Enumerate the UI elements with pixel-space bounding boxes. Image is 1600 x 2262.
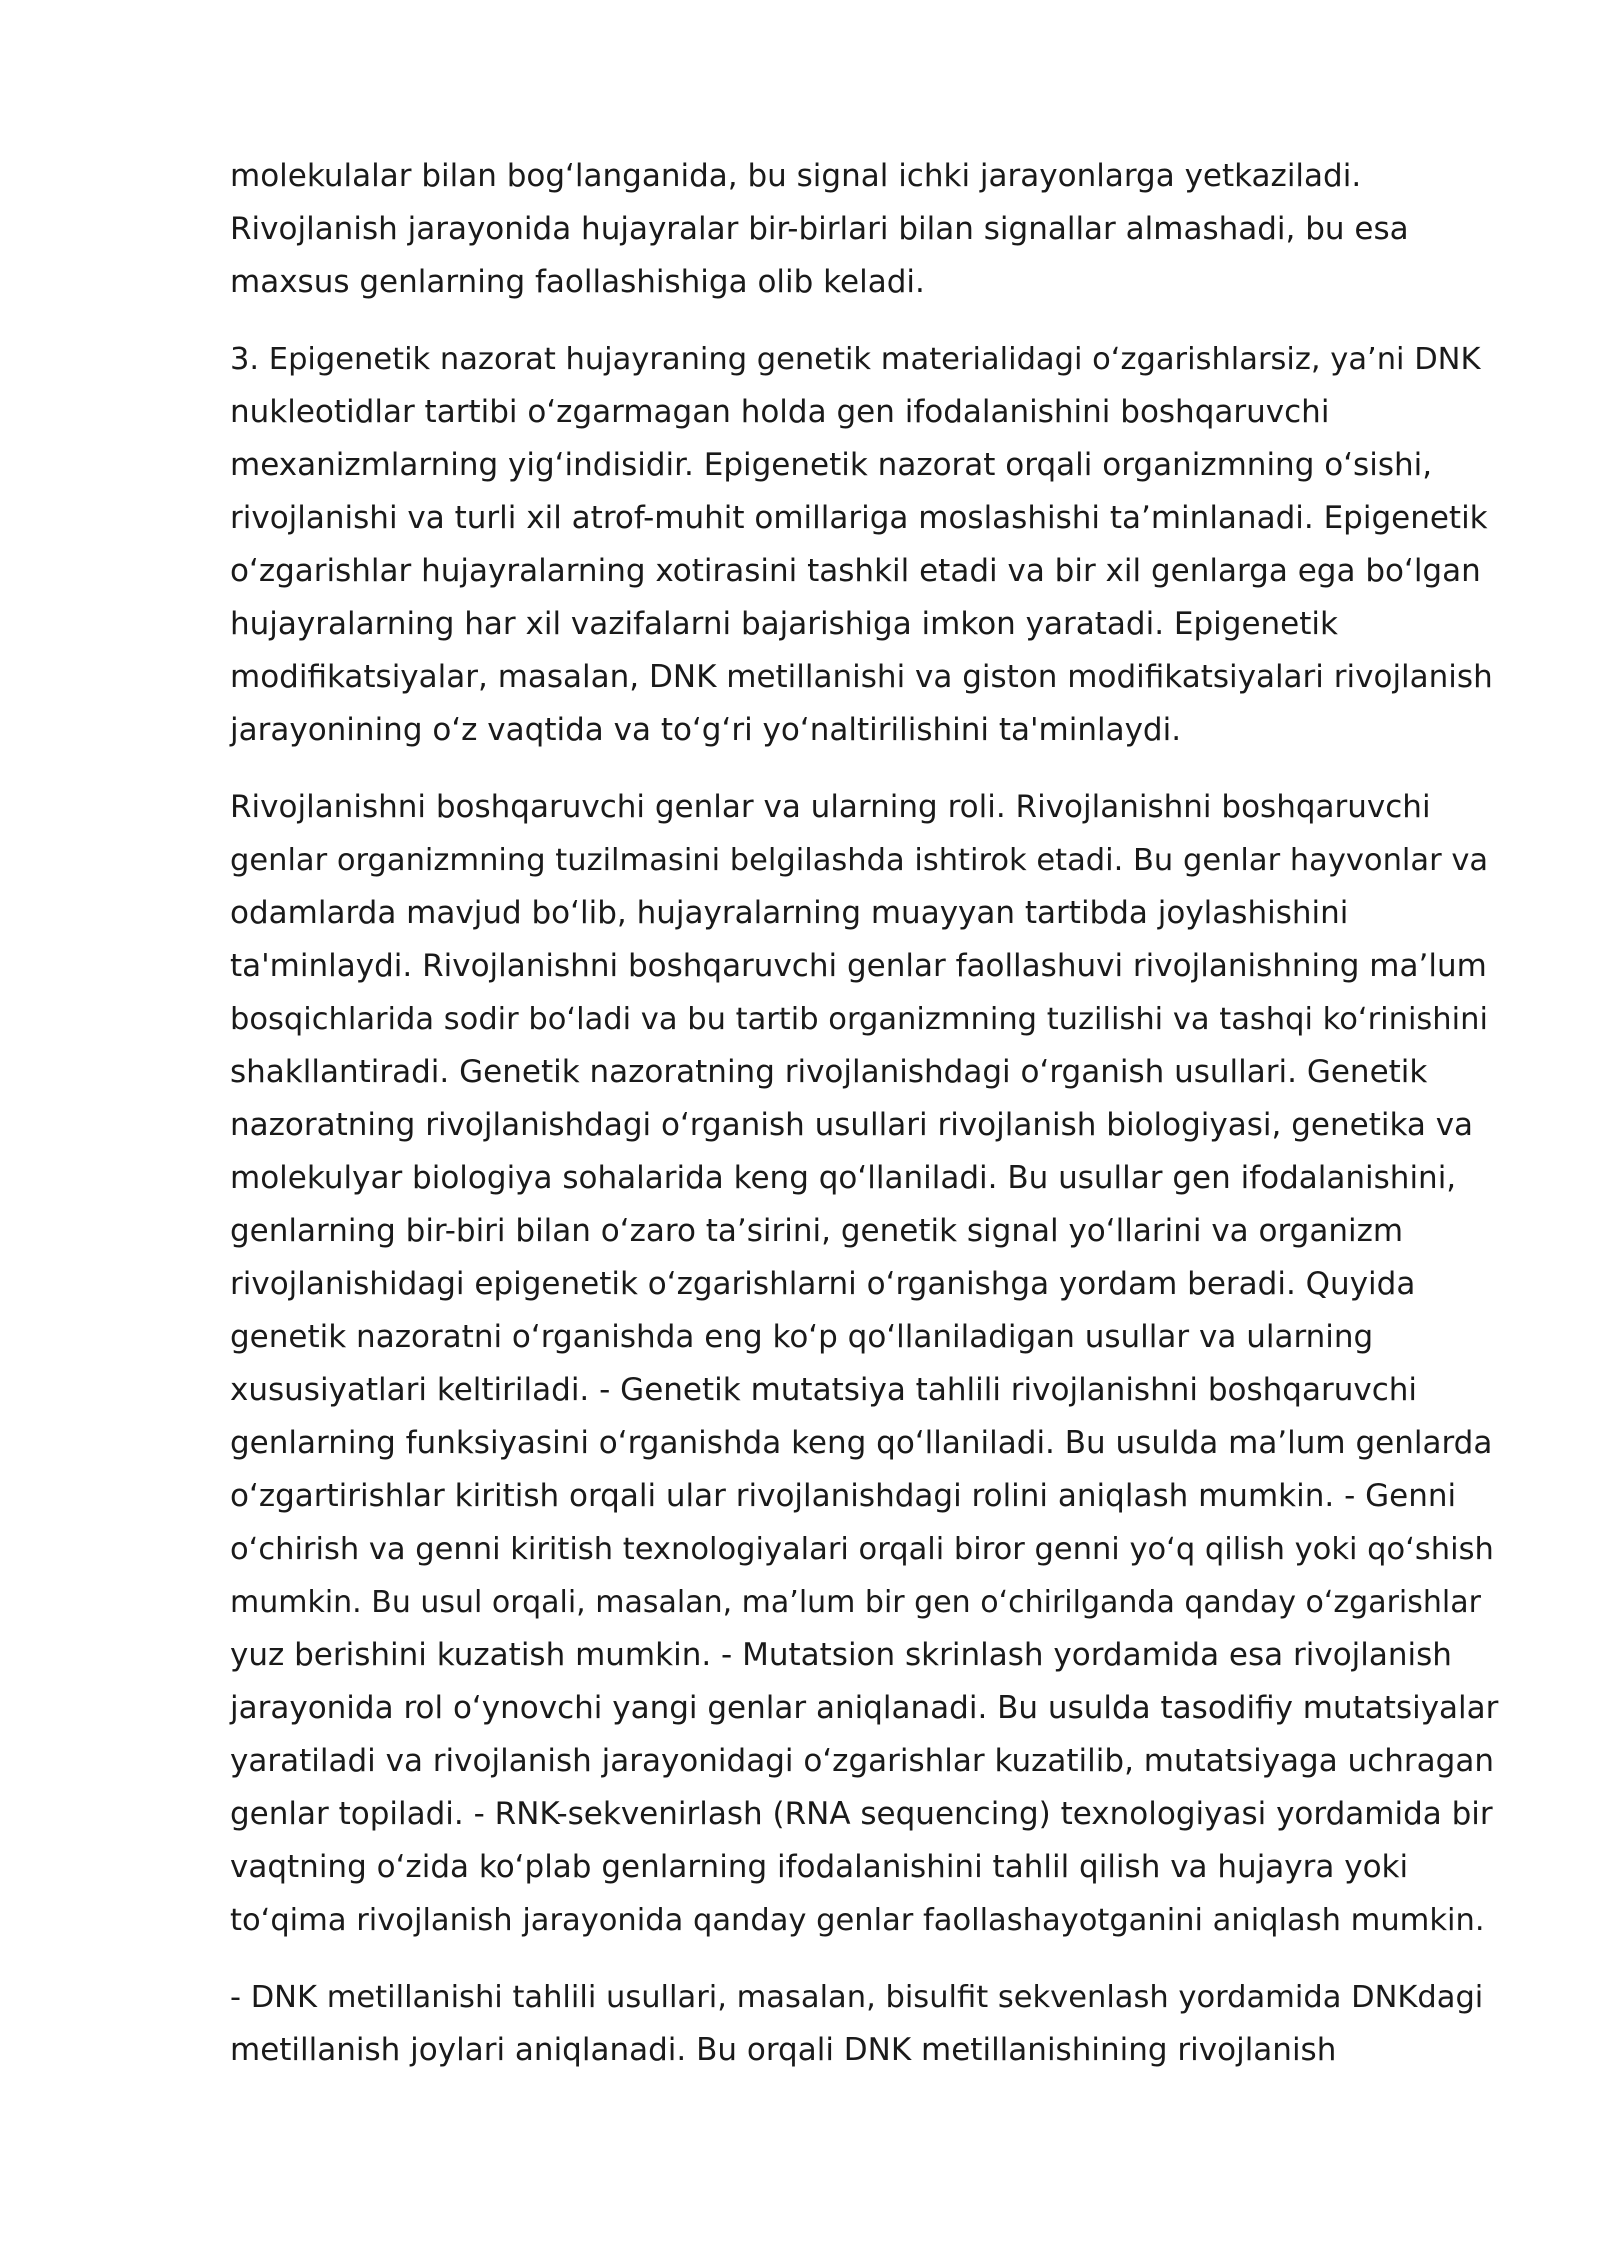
text-line: - DNK metillanishi tahlili usullari, masalan, bisulfit sekvenlash yordamida DNKdagi [230, 1980, 1484, 2015]
text-line: nazoratning rivojlanishdagi oʻrganish usullari rivojlanish biologiyasi, genetika va [230, 1107, 1474, 1143]
text-line: yuz berishini kuzatish mumkin. - Mutatsion skrinlash yordamida esa rivojlanish [230, 1637, 1452, 1673]
text-line: metillanish joylari aniqlanadi. Bu orqali DNK metillanishining rivojlanish [230, 2032, 1337, 2068]
text-line: hujayralarning har xil vazifalarni bajarishiga imkon yaratadi. Epigenetik [230, 606, 1338, 642]
text-line: jarayonining oʻz vaqtida va toʻgʻri yoʻnaltirilishini ta'minlaydi. [230, 712, 1182, 748]
text-line: yaratiladi va rivojlanish jarayonidagi oʻzgarishlar kuzatilib, mutatsiyaga uchragan [230, 1743, 1494, 1779]
text-line: oʻzgarishlar hujayralarning xotirasini tashkil etadi va bir xil genlarga ega boʻlgan [230, 553, 1481, 589]
paragraph [230, 333, 1500, 757]
text-line: molekulyar biologiya sohalarida keng qoʻllaniladi. Bu usullar gen ifodalanishini, [230, 1160, 1457, 1196]
text-line: genlarning funksiyasini oʻrganishda keng qoʻllaniladi. Bu usulda maʼlum genlarda [230, 1425, 1493, 1461]
text-line: rivojlanishi va turli xil atrof-muhit omillariga moslashishi taʼminlanadi. Epigenetik [230, 500, 1488, 536]
document-body [230, 150, 1500, 2077]
text-line: odamlarda mavjud boʻlib, hujayralarning muayyan tartibda joylashishini [230, 895, 1349, 931]
paragraph [230, 781, 1500, 1947]
paragraph [230, 150, 1500, 309]
text-line: vaqtning oʻzida koʻplab genlarning ifodalanishini tahlil qilish va hujayra yoki [230, 1849, 1409, 1885]
text-line: oʻchirish va genni kiritish texnologiyalari orqali biror genni yoʻq qilish yoki qoʻshish [230, 1532, 1494, 1567]
text-line: shakllantiradi. Genetik nazoratning rivojlanishdagi oʻrganish usullari. Genetik [230, 1054, 1428, 1090]
text-line: genlarning bir-biri bilan oʻzaro taʼsirini, genetik signal yoʻllarini va organizm [230, 1213, 1404, 1249]
text-line: modifikatsiyalar, masalan, DNK metillanishi va giston modifikatsiyalari rivojlanish [230, 659, 1493, 695]
text-line: rivojlanishidagi epigenetik oʻzgarishlarni oʻrganishga yordam beradi. Quyida [230, 1266, 1416, 1302]
text-line: 3. Epigenetik nazorat hujayraning genetik materialidagi oʻzgarishlarsiz, yaʼni DNK [230, 342, 1481, 377]
text-line: toʻqima rivojlanish jarayonida qanday genlar faollashayotganini aniqlash mumkin. [230, 1903, 1485, 1938]
text-line: mumkin. Bu usul orqali, masalan, maʼlum bir gen oʻchirilganda qanday oʻzgarishlar [230, 1585, 1481, 1620]
text-line: ta'minlaydi. Rivojlanishni boshqaruvchi genlar faollashuvi rivojlanishning maʼlum [230, 948, 1487, 984]
text-line: maxsus genlarning faollashishiga olib keladi. [230, 264, 925, 300]
text-line: Rivojlanish jarayonida hujayralar bir-birlari bilan signallar almashadi, bu esa [230, 211, 1409, 247]
paragraph [230, 1971, 1500, 2077]
text-line: mexanizmlarning yigʻindisidir. Epigenetik nazorat orqali organizmning oʻsishi, [230, 447, 1433, 483]
text-line: bosqichlarida sodir boʻladi va bu tartib organizmning tuzilishi va tashqi koʻrinishini [230, 1002, 1488, 1037]
text-line: jarayonida rol oʻynovchi yangi genlar aniqlanadi. Bu usulda tasodifiy mutatsiyalar [230, 1690, 1499, 1726]
text-line: xususiyatlari keltiriladi. - Genetik mutatsiya tahlili rivojlanishni boshqaruvchi [230, 1372, 1418, 1408]
text-line: genlar topiladi. - RNK-sekvenirlash (RNA sequencing) texnologiyasi yordamida bir [230, 1796, 1493, 1832]
text-line: molekulalar bilan bogʻlanganida, bu signal ichki jarayonlarga yetkaziladi. [230, 158, 1362, 194]
text-line: oʻzgartirishlar kiritish orqali ular rivojlanishdagi rolini aniqlash mumkin. - Genni [230, 1478, 1457, 1514]
text-line: genetik nazoratni oʻrganishda eng koʻp qoʻllaniladigan usullar va ularning [230, 1319, 1374, 1355]
text-line: nukleotidlar tartibi oʻzgarmagan holda gen ifodalanishini boshqaruvchi [230, 394, 1330, 430]
text-line: genlar organizmning tuzilmasini belgilashda ishtirok etadi. Bu genlar hayvonlar va [230, 843, 1489, 878]
text-line: Rivojlanishni boshqaruvchi genlar va ularning roli. Rivojlanishni boshqaruvchi [230, 789, 1431, 825]
